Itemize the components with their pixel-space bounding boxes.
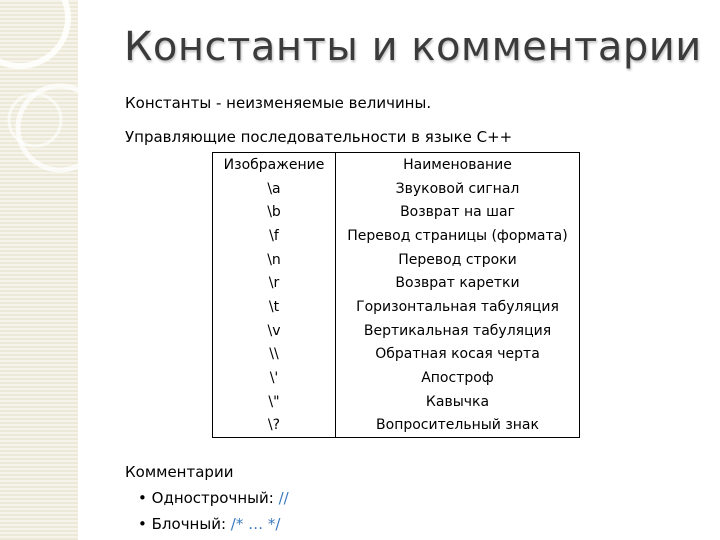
escape-code-cell: \': [213, 366, 336, 390]
table-header-row: [213, 153, 580, 177]
comment-type-label: Блочный:: [151, 515, 231, 533]
column-header-representation: Изображение: [213, 153, 336, 177]
escape-code-cell: \n: [213, 248, 336, 272]
table-row: [213, 177, 580, 201]
comment-syntax: //: [278, 489, 289, 507]
constants-description: - неизменяемые величины.: [211, 94, 432, 112]
slide-title: Константы и комментарии: [124, 24, 702, 70]
comment-item-block: [138, 515, 280, 533]
escape-name-cell: Возврат на шаг: [336, 200, 580, 224]
comment-syntax: /* … */: [230, 515, 281, 533]
escape-name-cell: Апостроф: [336, 366, 580, 390]
table-row: [213, 248, 580, 272]
escape-code-cell: \?: [213, 414, 336, 438]
escape-code-cell: \f: [213, 224, 336, 248]
escape-name-cell: Перевод страницы (формата): [336, 224, 580, 248]
table-row: [213, 319, 580, 343]
escape-name-cell: Кавычка: [336, 390, 580, 414]
constants-definition: [125, 94, 431, 112]
column-header-name: Наименование: [336, 153, 580, 177]
escape-sequences-heading: [125, 128, 512, 146]
table-row: [213, 271, 580, 295]
escape-code-cell: \\: [213, 343, 336, 367]
escape-sequences-language: в языке С++: [406, 128, 513, 146]
table-row: [213, 224, 580, 248]
escape-code-cell: \v: [213, 319, 336, 343]
escape-name-cell: Горизонтальная табуляция: [336, 295, 580, 319]
escape-code-cell: \r: [213, 271, 336, 295]
comments-heading: Комментарии: [125, 463, 234, 481]
decorative-side-band: [0, 0, 78, 540]
bullet-marker: •: [138, 515, 147, 533]
table-row: [213, 295, 580, 319]
escape-code-cell: \b: [213, 200, 336, 224]
table-row: [213, 390, 580, 414]
escape-name-cell: Вертикальная табуляция: [336, 319, 580, 343]
table-row: [213, 200, 580, 224]
escape-code-cell: \t: [213, 295, 336, 319]
table-row: [213, 366, 580, 390]
escape-code-cell: \a: [213, 177, 336, 201]
escape-name-cell: Обратная косая черта: [336, 343, 580, 367]
escape-name-cell: Возврат каретки: [336, 271, 580, 295]
escape-name-cell: Звуковой сигнал: [336, 177, 580, 201]
escape-code-cell: \": [213, 390, 336, 414]
escape-sequences-term: Управляющие последовательности: [125, 128, 407, 146]
escape-name-cell: Перевод строки: [336, 248, 580, 272]
decorative-circles-graphic: [0, 0, 78, 540]
escape-name-cell: Вопросительный знак: [336, 414, 580, 438]
comment-type-label: Однострочный:: [151, 489, 279, 507]
table-row: [213, 343, 580, 367]
constants-term: Константы: [125, 94, 212, 112]
comment-item-single-line: [138, 489, 289, 507]
bullet-marker: •: [138, 489, 147, 507]
table-row: [213, 414, 580, 438]
escape-sequences-table: [212, 152, 580, 438]
